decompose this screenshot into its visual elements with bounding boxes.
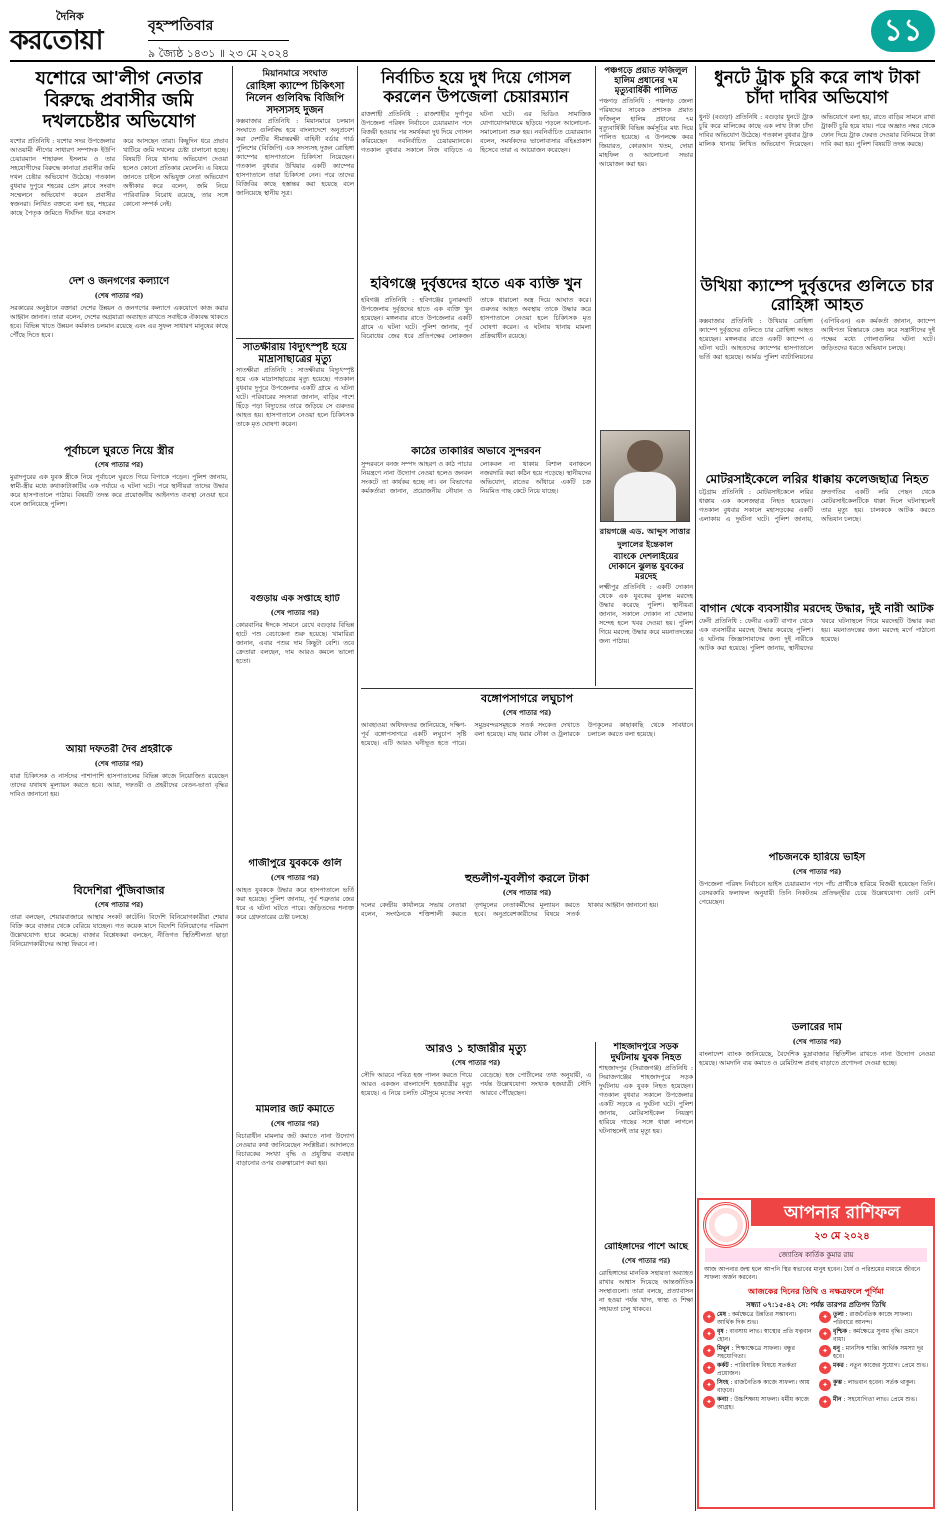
headline: দেশ ও জনগণের কল্যাণে: [68, 276, 170, 287]
zodiac-sign-forecast: কর্মক্ষেত্রে উন্নতির সম্ভাবনা। আর্থিক দিক শুভ।: [717, 1311, 797, 1326]
astrologer-name: জ্যোতিষ কার্তিক কুমার রায়: [705, 1248, 927, 1262]
continuation-note: (শেষ পাতার পর): [451, 1058, 501, 1068]
zodiac-sign-forecast: পারিবারিক বিষয়ে সতর্কতা প্রয়োজন।: [717, 1362, 797, 1377]
headline: হুন্ডলীগ-যুবলীগ করলে টাকা: [464, 872, 590, 885]
headline: মামলার জট কমাতে: [255, 1104, 335, 1115]
zodiac-sign-entry: [819, 1311, 929, 1327]
story-purbalok: [10, 444, 228, 744]
continuation-note: (শেষ পাতার পর): [792, 867, 842, 876]
headline: রোহিঙ্গা ক্যাম্পে চিকিৎসা নিলেন গুলিবিদ্ধ বিজিপি সদস্যসহ দুজন: [245, 81, 345, 116]
zodiac-sign-forecast: ব্যবসায় লাভ। স্বাস্থ্যের প্রতি যত্নবান হোন।: [717, 1328, 812, 1343]
horoscope-date: ২৩ মে ২০২৪: [814, 1231, 870, 1242]
zodiac-sign-text: মিথুন : শিক্ষাক্ষেত্রে সাফল্য। বন্ধুর সহযোগিতা।: [717, 1345, 795, 1360]
zodiac-sign-text: সিংহ : রাজনৈতিক কাজে সাফল্য। আয় বাড়বে।: [717, 1379, 810, 1394]
story-chairman-milk: [361, 66, 591, 274]
zodiac-sign-text: কর্কট : পারিবারিক বিষয়ে সতর্কতা প্রয়োজন।: [717, 1362, 797, 1377]
zodiac-sign-entry: [703, 1396, 813, 1412]
zodiac-sign-name: মীন: [833, 1396, 842, 1403]
zodiac-symbol-icon: ✦: [819, 1379, 831, 1391]
horoscope-intro: আজ আপনার জন্ম হলে আপনি স্থির স্বভাবের মানুষ হবেন। ধৈর্য ও পরিশ্রমের মাধ্যমে জীবনে সাফল্য অর্জন করবেন।: [704, 1266, 921, 1281]
continuation-note: (শেষ পাতার পর): [502, 888, 552, 898]
horoscope-box: [697, 1198, 935, 1509]
zodiac-sign-name: ধনু: [833, 1345, 840, 1352]
story-body: উপজেলা পরিষদ নির্বাচনে ভাইস চেয়ারম্যান পদে পাঁচ প্রার্থীকে হারিয়ে বিজয়ী হয়েছেন তিনি। বেসরকারি ফলাফল অনুযায়ী তিনি নিকটতম প্রতিদ্বন্দ্বীর চেয়ে উল্লেখযোগ্য ভোট বেশি পেয়েছেন।: [699, 881, 935, 906]
zodiac-symbol-icon: ✦: [819, 1328, 831, 1340]
story-body: চট্টগ্রাম প্রতিনিধি : মোটরসাইকেলে লরির ধাক্কায় এক কলেজছাত্র নিহত হয়েছেন। গতকাল বুধবার সকালে মহাসড়কের একটি এলাকায় এ দুর্ঘটনা ঘটে। পুলিশ জানায়, দ্রুতগতির একটি লরি পেছন থেকে মোটরসাইকেলটিকে ধাক্কা দিলে ঘটনাস্থলেই তার মৃত্যু হয়। চালককে আটক করতে অভিযান চলছে।: [699, 489, 935, 524]
zodiac-sign-entry: [703, 1311, 813, 1327]
story-bogura: [236, 594, 354, 858]
story-body: সাতক্ষীরা প্রতিনিধি : সাতক্ষীরায় বিদ্যুৎস্পৃষ্ট হয়ে এক মাদ্রাসাছাত্রের মৃত্যু হয়েছে। গতকাল বুধবার দুপুরে উপজেলার একটি গ্রামে এ ঘটনা ঘটে। পরিবারের সদস্যরা জানান, বাড়ির পাশে ছিঁড়ে পড়া বিদ্যুতের তারে জড়িয়ে সে গুরুতর আহত হয়। হাসপাতালে নেওয়া হলে চিকিৎসক তাকে মৃত ঘোষণা করেন।: [236, 367, 354, 428]
story-harbil: [361, 872, 693, 1042]
story-body: শাহজাদপুর (সিরাজগঞ্জ) প্রতিনিধি : সিরাজগঞ্জের শাহজাদপুরে সড়ক দুর্ঘটনায় এক যুবক নিহত হয়েছেন। গতকাল বুধবার সকালে উপজেলার একটি সড়কে এ দুর্ঘটনা ঘটে। পুলিশ জানায়, মোটরসাইকেল নিয়ন্ত্রণ হারিয়ে গাছের সঙ্গে ধাক্কা লাগলে ঘটনাস্থলেই তার মৃত্যু হয়।: [599, 1064, 693, 1135]
zodiac-sign-text: মকর : নতুন কাজের সুযোগ। প্রেমে শুভ।: [833, 1362, 929, 1369]
story-body: হবিগঞ্জ প্রতিনিধি : হবিগঞ্জের চুনারুঘাট উপজেলায় দুর্বৃত্তদের হাতে এক ব্যক্তি খুন হয়েছেন। মঙ্গলবার রাতে উপজেলার একটি গ্রামে এ ঘটনা ঘটে। পুলিশ জানায়, পূর্ব বিরোধের জের ধরে প্রতিপক্ষের লোকজন তাকে ধারালো অস্ত্র দিয়ে আঘাত করে। গুরুতর আহত অবস্থায় তাকে উদ্ধার করে হাসপাতালে নেওয়া হলে চিকিৎসক মৃত ঘোষণা করেন। এ ঘটনায় থানায় মামলা প্রক্রিয়াধীন রয়েছে।: [361, 296, 591, 340]
story-rohingya-pase: [599, 1242, 693, 1510]
zodiac-sign-text: বৃশ্চিক : কর্মক্ষেত্রে সুনাম বৃদ্ধি। ভ্রমণে বাধা।: [833, 1328, 919, 1343]
zodiac-wheel-icon: [703, 1202, 749, 1248]
zodiac-sign-entry: [819, 1328, 929, 1344]
continuation-note: (শেষ পাতার পর): [270, 1119, 320, 1128]
story-dhunot: [699, 66, 935, 276]
headline: হবিগঞ্জে দুর্বৃত্তদের হাতে এক ব্যক্তি খুন: [370, 276, 582, 292]
story-rohingya-treatment: [236, 66, 354, 336]
masthead-rule: [10, 60, 935, 62]
zodiac-sign-name: বৃষ: [717, 1328, 724, 1335]
story-body: মুরাদপুরের এক যুবক স্ত্রীকে নিয়ে পূর্বাচলে ঘুরতে গিয়ে বিপাকে পড়েন। পুলিশ জানায়, স্বামী-স্ত্রীর মধ্যে কথাকাটাকাটির এক পর্যায়ে এ ঘটনা ঘটে। পরে স্থানীয়রা তাদের উদ্ধার করে হাসপাতালে পাঠায়। বিষয়টি তদন্ত করে প্রয়োজনীয় আইনগত ব্যবস্থা নেওয়া হবে বলে জানিয়েছে পুলিশ।: [10, 474, 228, 509]
zodiac-symbol-icon: ✦: [703, 1311, 715, 1323]
zodiac-sign-entry: [819, 1345, 929, 1361]
continuation-note: (শেষ পাতার পর): [94, 460, 144, 470]
column-divider: [232, 66, 233, 1511]
zodiac-symbol-icon: ✦: [703, 1396, 715, 1408]
issue-date: ৯ জ্যৈষ্ঠ ১৪৩১ ॥ ২৩ মে ২০২৪: [148, 47, 290, 60]
story-bideshi: [10, 884, 228, 1510]
continuation-note: (শেষ পাতার পর): [94, 900, 144, 910]
story-body: সৌদি আরবে পবিত্র হজ পালন করতে গিয়ে আরও একজন বাংলাদেশি হজযাত্রীর মৃত্যু হয়েছে। এ নিয়ে চলতি মৌসুমে মৃতের সংখ্যা বেড়েছে। হজ পোর্টালের তথ্য অনুযায়ী, এ পর্যন্ত উল্লেখযোগ্য সংখ্যক হজযাত্রী সৌদি আরবে পৌঁছেছেন।: [361, 1072, 591, 1098]
headline: ব্যাংকে দেশলাইয়ের দোকানে ঝুলন্ত যুবকের মরদেহ: [608, 552, 684, 583]
masthead: [10, 8, 935, 60]
headline: আয়া দফতরী দৈব প্রহরীকে: [65, 744, 173, 755]
obituary-portrait-photo: [600, 430, 690, 522]
story-body: ফেনী প্রতিনিধি : ফেনীর একটি বাগান থেকে এক ব্যবসায়ীর মরদেহ উদ্ধার করেছে পুলিশ। এ ঘটনায় জিজ্ঞাসাবাদের জন্য দুই নারীকে আটক করা হয়েছে। পুলিশ জানায়, স্থানীয়দের খবরে ঘটনাস্থলে গিয়ে মরদেহটি উদ্ধার করা হয়। ময়নাতদন্তের জন্য মরদেহ মর্গে পাঠানো হয়েছে।: [699, 618, 935, 653]
story-body: কক্সবাজার প্রতিনিধি : উখিয়ার রোহিঙ্গা ক্যাম্পে দুর্বৃত্তদের গুলিতে চার রোহিঙ্গা আহত হয়েছেন। মঙ্গলবার রাতে একটি ক্যাম্পে এ ঘটনা ঘটে। আহতদের ক্যাম্পের হাসপাতালে ভর্তি করা হয়েছে। আর্মড পুলিশ ব্যাটালিয়নের (এপিবিএন) এক কর্মকর্তা জানান, ক্যাম্পে আধিপত্য বিস্তারকে কেন্দ্র করে সন্ত্রাসীদের দুই পক্ষের মধ্যে গোলাগুলির ঘটনা ঘটে। জড়িতদের ধরতে অভিযান চলছে।: [699, 318, 935, 362]
zodiac-sign-entry: [819, 1362, 929, 1378]
story-body: রাজশাহী প্রতিনিধি : রাজশাহীর দুর্গাপুর উপজেলা পরিষদ নির্বাচনে চেয়ারম্যান পদে বিজয়ী হওয়ার পর সমর্থকরা দুধ দিয়ে গোসল করিয়েছেন নবনির্বাচিত চেয়ারম্যানকে। গতকাল বুধবার সকালে নিজ বাড়িতে এ ঘটনা ঘটে। এর ভিডিও সামাজিক যোগাযোগমাধ্যমে ছড়িয়ে পড়লে আলোচনা-সমালোচনা শুরু হয়। নবনির্বাচিত চেয়ারম্যান বলেন, সমর্থকদের ভালোবাসার বহিঃপ্রকাশ হিসেবে তারা এ আয়োজন করেছেন।: [361, 111, 591, 155]
zodiac-sign-entry: [703, 1345, 813, 1361]
story-panchsala: [699, 852, 935, 1020]
zodiac-sign-name: মকর: [833, 1362, 844, 1369]
zodiac-sign-name: সিংহ: [717, 1379, 729, 1386]
zodiac-sign-text: বৃষ : ব্যবসায় লাভ। স্বাস্থ্যের প্রতি যত্নবান হোন।: [717, 1328, 812, 1343]
headline: আরও ১ হাজারীর মৃত্যু: [425, 1042, 527, 1055]
story-body: সরকারের অনুষ্ঠানে বক্তারা দেশের উন্নয়ন ও জনগণের কল্যাণে একযোগে কাজ করার আহ্বান জানান। তারা বলেন, দেশের অগ্রযাত্রা অব্যাহত রাখতে সবাইকে ঐক্যবদ্ধ থাকতে হবে। বিভিন্ন খাতে উন্নয়ন কর্মকাণ্ড চলমান রয়েছে এবং এর সুফল সাধারণ মানুষের কাছে পৌঁছে দিতে হবে।: [10, 305, 228, 339]
story-motorcycle: [699, 472, 935, 600]
headline: কাঠের তাকারির অভাবে সুন্দরবন: [411, 446, 541, 457]
continuation-note: (শেষ পাতার পর): [270, 873, 320, 882]
headline: ডলারের দাম: [792, 1022, 842, 1033]
zodiac-symbol-icon: ✦: [819, 1362, 831, 1374]
zodiac-sign-entry: [703, 1379, 813, 1395]
logo-big-text: করতোয়া: [10, 25, 103, 56]
zodiac-symbol-icon: ✦: [819, 1345, 831, 1357]
headline: উখিয়া ক্যাম্পে দুর্বৃত্তদের গুলিতে চার রোহিঙ্গা আহত: [700, 276, 934, 315]
story-body: আবহাওয়া অধিদফতর জানিয়েছে, দক্ষিণ-পূর্ব বঙ্গোপসাগরে একটি লঘুচাপ সৃষ্টি হয়েছে। এটি আরও ঘনীভূত হতে পারে। সমুদ্রবন্দরসমূহকে সতর্ক সংকেত দেখাতে বলা হয়েছে। মাছ ধরার নৌকা ও ট্রলারকে উপকূলের কাছাকাছি থেকে সাবধানে চলাচল করতে বলা হয়েছে।: [361, 722, 693, 748]
story-rule: [361, 688, 693, 689]
zodiac-symbol-icon: ✦: [819, 1396, 831, 1408]
column-divider: [595, 66, 596, 686]
weekday: বৃহস্পতিবার: [148, 14, 289, 41]
page-number-badge: ১১: [871, 10, 935, 52]
column-divider: [357, 66, 358, 1511]
zodiac-sign-text: মেষ : কর্মক্ষেত্রে উন্নতির সম্ভাবনা। আর্থিক দিক শুভ।: [717, 1311, 797, 1326]
zodiac-sign-forecast: সহযোগিতা লাভ। প্রেমে শুভ।: [847, 1396, 918, 1403]
story-body: বিচারাধীন মামলার জট কমাতে নানা উদ্যোগ নেওয়ার কথা জানিয়েছেন সংশ্লিষ্টরা। আদালতে বিচারকের সংখ্যা বৃদ্ধি ও প্রযুক্তির ব্যবহার বাড়ানোর ওপর গুরুত্বারোপ করা হয়।: [236, 1133, 354, 1167]
story-sundarban: [361, 446, 591, 686]
story-panchagarh: [599, 66, 693, 410]
story-body: আহত যুবককে উদ্ধার করে হাসপাতালে ভর্তি করা হয়েছে। পুলিশ জানায়, পূর্ব শত্রুতার জের ধরে এ ঘটনা ঘটতে পারে। জড়িতদের শনাক্ত করে গ্রেফতারের চেষ্টা চলছে।: [236, 887, 354, 921]
zodiac-sign-entry: [819, 1396, 929, 1412]
story-satkhira: [236, 342, 354, 592]
continuation-note: (শেষ পাতার পর): [792, 1037, 842, 1046]
story-bongo: [361, 692, 693, 872]
story-body: লক্ষ্মীপুর প্রতিনিধি : একটি দোকান থেকে এক যুবকের ঝুলন্ত মরদেহ উদ্ধার করেছে পুলিশ। স্থানীয়রা জানান, সকালে দোকান না খোলায় সন্দেহ হলে খবর দেওয়া হয়। পুলিশ গিয়ে মরদেহ উদ্ধার করে ময়নাতদন্তের জন্য পাঠায়।: [599, 583, 693, 645]
story-aya: [10, 744, 228, 884]
story-jessore: [10, 66, 228, 276]
zodiac-symbol-icon: ✦: [819, 1311, 831, 1323]
continuation-note: (শেষ পাতার পর): [94, 759, 144, 768]
column-divider: [695, 66, 696, 1511]
zodiac-sign-name: কন্যা: [717, 1396, 729, 1403]
headline: শাহজাদপুরে সড়ক দুর্ঘটনায় যুবক নিহত: [610, 1042, 682, 1063]
story-body: যশোর প্রতিনিধি : যশোর সদর উপজেলার আওয়ামী লীগের সাধারণ সম্পাদক ইউপি চেয়ারম্যান শাহারুল ইসলাম ও তার সহযোগীদের বিরুদ্ধে কানাডা প্রবাসীর জমি দখল চেষ্টার অভিযোগ উঠেছে। গতকাল বুধবার দুপুরে শহরের প্রেস ক্লাবে সংবাদ সম্মেলনে অভিযোগ করেন প্রবাসীর স্বজনরা। লিখিত বক্তব্যে বলা হয়, শহরের কাছে পৈতৃক জমিতে দীর্ঘদিন ধরে বসবাস করে আসছেন তারা। কিছুদিন ধরে প্রভাব খাটিয়ে জমি দখলের চেষ্টা চালানো হচ্ছে। বিষয়টি নিয়ে থানায় অভিযোগ দেওয়া হলেও কোনো প্রতিকার মেলেনি। এ বিষয়ে জানতে চাইলে অভিযুক্ত নেতা অভিযোগ অস্বীকার করে বলেন, জমি নিয়ে পারিবারিক বিরোধ রয়েছে, তার সঙ্গে কোনো সম্পর্ক নেই।: [10, 137, 228, 217]
headline: রোহিঙ্গাদের পাশে আছে: [604, 1242, 688, 1252]
zodiac-symbol-icon: ✦: [703, 1362, 715, 1374]
continuation-note: (শেষ পাতার পর): [94, 291, 144, 300]
zodiac-sign-name: মিথুন: [717, 1345, 730, 1352]
zodiac-symbol-icon: ✦: [703, 1379, 715, 1391]
date-block: [148, 14, 289, 64]
story-body: কোরবানির ঈদকে সামনে রেখে বগুড়ার বিভিন্ন হাটে পশু বেচাকেনা শুরু হয়েছে। খামারিরা জানান, এবার পশুর দাম কিছুটা বেশি। তবে ক্রেতারা বলছেন, দাম আরও কমলে ভালো হতো।: [236, 621, 354, 665]
story-dollar: [699, 1022, 935, 1194]
zodiac-sign-text: কুম্ভ : লাভবান হবেন। সর্তক থাকুন।: [833, 1379, 916, 1386]
zodiac-sign-forecast: শিক্ষাক্ষেত্রে সাফল্য। বন্ধুর সহযোগিতা।: [717, 1345, 795, 1360]
zodiac-sign-forecast: মানসিক শান্তি। আর্থিক সমস্যা দূর হবে।: [833, 1345, 924, 1360]
column-divider: [595, 1042, 596, 1510]
story-bagan: [699, 602, 935, 852]
headline: বঙ্গোপসাগরে লঘুচাপ: [480, 692, 574, 705]
zodiac-sign-name: কুম্ভ: [833, 1379, 842, 1386]
headline: নির্বাচিত হয়ে দুধ দিয়ে গোসল করলেন উপজেলা চেয়ারম্যান: [381, 68, 571, 107]
portrait-torso-shape: [614, 472, 676, 521]
story-shahjadpur: [599, 1042, 693, 1242]
tithi-title: আজকের দিনের তিথি ও নক্ষত্রফলে পূর্ণিমা: [748, 1287, 884, 1296]
continuation-note: (শেষ পাতার পর): [502, 708, 552, 718]
headline: পাঁচজনকে হারিয়ে ভাইস: [768, 852, 866, 863]
portrait-head-shape: [627, 440, 662, 472]
story-body: যারা চিকিৎসক ও নার্সদের পাশাপাশি হাসপাতালের বিভিন্ন কাজে নিয়োজিত রয়েছেন তাদের যথাযথ মূল্যায়ন করতে হবে। আয়া, দফতরী ও প্রহরীদের বেতন-ভাতা বৃদ্ধির দাবিও জানানো হয়।: [10, 773, 228, 798]
story-khulna: [599, 552, 693, 686]
horoscope-title: আপনার রাশিফল: [751, 1200, 933, 1226]
zodiac-sign-name: মেষ: [717, 1311, 727, 1318]
zodiac-symbol-icon: ✦: [703, 1345, 715, 1357]
headline: ধুনটে ট্রাক চুরি করে লাখ টাকা চাঁদা দাবির অভিযোগ: [714, 68, 920, 109]
story-mamla: [236, 1104, 354, 1510]
zodiac-sign-forecast: লাভবান হবেন। সর্তক থাকুন।: [847, 1379, 916, 1386]
story-body: বাংলাদেশ ব্যাংক জানিয়েছে, বৈদেশিক মুদ্রাবাজার স্থিতিশীল রাখতে নানা উদ্যোগ নেওয়া হয়েছে। আমদানি ব্যয় কমাতে ও রেমিট্যান্স প্রবাহ বাড়াতে প্রণোদনা দেওয়া হচ্ছে।: [699, 1051, 935, 1067]
headline: যশোরে আ'লীগ নেতার বিরুদ্ধে প্রবাসীর জমি দখলচেষ্টার অভিযোগ: [35, 68, 203, 133]
story-body: ধুনট (বগুড়া) প্রতিনিধি : বগুড়ার ধুনটে ট্রাক চুরি করে মালিকের কাছে এক লাখ টাকা চাঁদা দাবির অভিযোগ উঠেছে। গতকাল বুধবার ট্রাক মালিক থানায় লিখিত অভিযোগ দিয়েছেন। অভিযোগে বলা হয়, রাতে বাড়ির সামনে রাখা ট্রাকটি চুরি হয়ে যায়। পরে অজ্ঞাত নম্বর থেকে ফোন দিয়ে ট্রাক ফেরত দেওয়ার বিনিময়ে টাকা দাবি করা হয়। পুলিশ বিষয়টি তদন্ত করছে।: [699, 113, 935, 148]
zodiac-sign-forecast: নতুন কাজের সুযোগ। প্রেমে শুভ।: [849, 1362, 929, 1369]
continuation-note: (শেষ পাতার পর): [621, 1255, 671, 1265]
headline: গাজীপুরে যুবককে গুলি: [248, 858, 342, 869]
zodiac-sign-text: ধনু : মানসিক শান্তি। আর্থিক সমস্যা দূর হবে।: [833, 1345, 924, 1360]
headline: পঞ্চগড়ে প্রয়াত ফজিলুল হালিম প্রধানের ৭ম মৃত্যুবার্ষিকী পালিত: [604, 66, 688, 97]
zodiac-sign-entry: [703, 1362, 813, 1378]
story-hajari: [361, 1042, 591, 1510]
zodiac-sign-name: বৃশ্চিক: [833, 1328, 848, 1335]
story-body: দলের কেন্দ্রীয় কার্যালয়ে সভায় নেতারা বলেন, সংগঠনকে শক্তিশালী করতে তৃণমূলের নেতাকর্মীদের মূল্যায়ন করতে হবে। অনুপ্রবেশকারীদের বিষয়ে সতর্ক থাকার আহ্বান জানানো হয়।: [361, 902, 659, 919]
logo-small-text: দৈনিক: [56, 10, 84, 23]
headline: সাতক্ষীরায় বিদ্যুৎস্পৃষ্ট হয়ে মাদ্রাসাছাত্রের মৃত্যু: [243, 342, 347, 365]
headline: বাগান থেকে ব্যবসায়ীর মরদেহ উদ্ধার, দুই নারী আটক: [700, 602, 934, 615]
story-desh: [10, 276, 228, 444]
zodiac-sign-text: কন্যা : উচ্চশিক্ষায় সাফল্য। ধর্মীয় কাজে আগ্রহ।: [717, 1396, 809, 1411]
zodiac-sign-forecast: রাজনৈতিক কাজে সাফল্য। পরিবারে আনন্দ।: [833, 1311, 913, 1326]
zodiac-sign-forecast: কর্মক্ষেত্রে সুনাম বৃদ্ধি। ভ্রমণে বাধা।: [833, 1328, 919, 1343]
zodiac-sign-forecast: উচ্চশিক্ষায় সাফল্য। ধর্মীয় কাজে আগ্রহ।: [717, 1396, 809, 1411]
story-body: কক্সবাজার প্রতিনিধি : মিয়ানমারে চলমান সংঘাতে গুলিবিদ্ধ হয়ে বাংলাদেশে অনুপ্রবেশ করা দেশটির সীমান্তরক্ষী বাহিনী বর্ডার গার্ড পুলিশের (বিজিপি) এক সদস্যসহ দুজন রোহিঙ্গা ক্যাম্পের হাসপাতালে চিকিৎসা নিয়েছেন। গতকাল বুধবার উখিয়ার একটি ক্যাম্পের হাসপাতালে তারা চিকিৎসা নেন। পরে তাদের বিজিবির কাছে হস্তান্তর করা হয়েছে বলে জানিয়েছে স্থানীয় সূত্র।: [236, 118, 354, 197]
zodiac-sign-entry: [819, 1379, 929, 1395]
headline: পূর্বাচলে ঘুরতে নিয়ে স্ত্রীর: [64, 444, 174, 457]
zodiac-symbol-icon: ✦: [703, 1328, 715, 1340]
continuation-note: (শেষ পাতার পর): [270, 607, 320, 617]
zodiac-sign-entry: [703, 1328, 813, 1344]
headline: মোটরসাইকেলে লরির ধাক্কায় কলেজছাত্র নিহত: [705, 472, 929, 486]
photo-caption: রায়গঞ্জে এড. আব্দুস সাত্তার দুলালের ইন্তেকাল: [599, 527, 691, 549]
story-ukhiya: [699, 276, 935, 472]
story-body: পঞ্চগড় প্রতিনিধি : পঞ্চগড় জেলা পরিষদের সাবেক প্রশাসক প্রয়াত ফজিলুল হালিম প্রধানের ৭ম মৃত্যুবার্ষিকী বিভিন্ন কর্মসূচির মধ্য দিয়ে পালিত হয়েছে। এ উপলক্ষে কবর জিয়ারত, কোরআন খতম, দোয়া মাহফিল ও আলোচনা সভার আয়োজন করা হয়।: [599, 97, 693, 168]
story-body: রোহিঙ্গাদের মানবিক সহায়তা অব্যাহত রাখার আশ্বাস দিয়েছে আন্তর্জাতিক সংস্থাগুলো। তারা বলছে, প্রত্যাবাসন না হওয়া পর্যন্ত খাদ্য, স্বাস্থ্য ও শিক্ষা সহায়তা চালু থাকবে।: [599, 1269, 693, 1313]
zodiac-sign-text: তুলা : রাজনৈতিক কাজে সাফল্য। পরিবারে আনন্দ।: [833, 1311, 913, 1326]
zodiac-sign-text: মীন : সহযোগিতা লাভ। প্রেমে শুভ।: [833, 1396, 918, 1403]
story-gazipur: [236, 858, 354, 1104]
headline: বিদেশিরা পুঁজিবাজার: [73, 884, 165, 897]
zodiac-sign-grid: [699, 1311, 933, 1412]
story-body: সুন্দরবনে বনজ সম্পদ আহরণ ও কাঠ পাচার নিয়ন্ত্রণে নানা উদ্যোগ নেওয়া হলেও জনবল সংকটে তা কার্যকর হচ্ছে না। বন বিভাগের কর্মকর্তারা জানান, প্রয়োজনীয় নৌযান ও লোকবল না থাকায় বিশাল বনাঞ্চলে নজরদারি করা কঠিন হয়ে পড়েছে। স্থানীয়দের অভিযোগ, রাতের আঁধারে একটি চক্র নিয়মিত গাছ কেটে নিয়ে যাচ্ছে।: [361, 461, 591, 495]
zodiac-sign-name: কর্কট: [717, 1362, 729, 1369]
tithi-note: সন্ধ্যা ০৭:১৫-৪২ সে: পর্যন্ত তারপর প্রতিপদ তিথি: [746, 1300, 886, 1309]
story-habiganj: [361, 276, 591, 446]
zodiac-sign-name: তুলা: [833, 1311, 844, 1318]
zodiac-sign-forecast: রাজনৈতিক কাজে সাফল্য। আয় বাড়বে।: [717, 1379, 810, 1394]
headline: বগুড়ায় এক সপ্তাহে হাটি: [250, 594, 340, 604]
story-rule: [236, 338, 354, 339]
story-body: তারা বলছেন, শেয়ারবাজারে আস্থার সংকট কাটেনি। বিদেশি বিনিয়োগকারীরা শেয়ার বিক্রি করে বাজার থেকে বেরিয়ে যাচ্ছেন। গত কয়েক মাসে বিদেশি বিনিয়োগের পরিমাণ উল্লেখযোগ্য হারে কমেছে। বাজার বিশ্লেষকরা বলছেন, নীতিগত স্থিতিশীলতা ছাড়া বিনিয়োগকারীদের আস্থা ফিরবে না।: [10, 914, 228, 949]
kicker: মিয়ানমারে সংঘাত: [262, 69, 328, 79]
newspaper-logo: [10, 8, 140, 58]
